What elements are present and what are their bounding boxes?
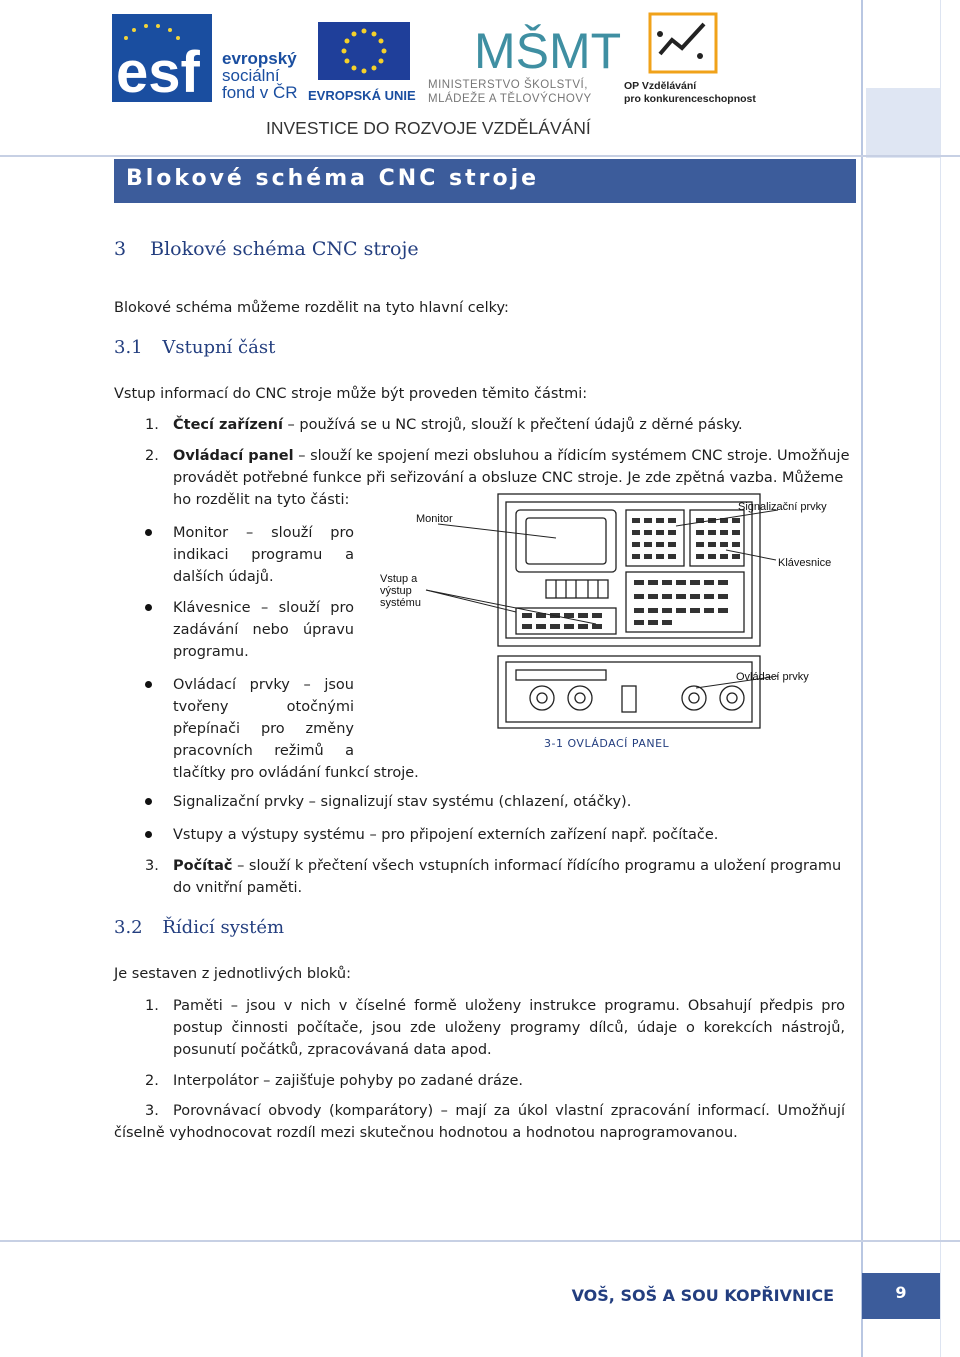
block-2-number: 2. — [145, 1073, 159, 1089]
bullet-dot — [145, 798, 152, 805]
msmt-mark-text: MŠMT — [474, 23, 622, 79]
item-2-text-3: ho rozdělit na tyto části: — [173, 492, 350, 508]
block-1-l3: posunutí počátků, zpracovávaná data apod. — [173, 1042, 492, 1058]
bullet-dot — [145, 604, 152, 611]
eu-label: EVROPSKÁ UNIE — [308, 88, 416, 103]
footer-school: VOŠ, SOŠ A SOU KOPŘIVNICE — [571, 1286, 834, 1305]
header-band-title: Blokové schéma CNC stroje — [126, 166, 540, 191]
investice-text: INVESTICE DO ROZVOJE VZDĚLÁVÁNÍ — [266, 118, 591, 138]
bullet-keyboard-l2: zadávání nebo úpravu — [173, 622, 354, 638]
bullet-controls-l1: Ovládací prvky – jsou — [173, 677, 354, 693]
bullet-keyboard — [173, 597, 354, 663]
figure-label-monitor: Monitor — [416, 513, 453, 525]
figure-label-keyboard: Klávesnice — [778, 557, 832, 569]
item-1-text: – používá se u NC strojů, slouží k přečtení údajů z děrné pásky. — [282, 417, 743, 433]
block-3-number: 3. — [145, 1103, 159, 1119]
item-2-bold: Ovládací panel — [173, 448, 294, 464]
figure-label-controls: Ovládací prvky — [736, 671, 809, 683]
item-3-text-1: – slouží k přečtení všech vstupních informací řídícího programu a uložení programu — [232, 858, 842, 874]
bullet-io: Vstupy a výstupy systému – pro připojení externích zařízení např. počítače. — [173, 827, 719, 843]
bullet-dot — [145, 529, 152, 536]
item-2-text-1: – slouží ke spojení mezi obsluhou a řídicím systémem CNC stroje. Umožňuje — [293, 448, 850, 464]
item-1 — [173, 414, 743, 436]
op-logo — [648, 12, 718, 74]
control-panel-figure — [376, 490, 846, 738]
section-title: Blokové schéma CNC stroje — [150, 238, 419, 260]
msmt-logo — [474, 12, 622, 79]
bullet-monitor — [173, 522, 354, 588]
op-text — [624, 80, 756, 106]
section-heading — [114, 238, 419, 260]
section-number: 3 — [114, 238, 127, 260]
item-1-bold: Čtecí zařízení — [173, 417, 283, 433]
op-line2: pro konkurenceschopnost — [624, 93, 756, 105]
block-1-l2: postup činnosti počítače, jsou zde uloženy programy dílců, údaje o korekcích nástrojů, — [173, 1020, 845, 1036]
subsection-2-heading — [114, 917, 284, 938]
intro-text: Blokové schéma můžeme rozdělit na tyto hlavní celky: — [114, 300, 509, 316]
eu-flag — [318, 22, 410, 80]
item-2-number: 2. — [145, 448, 159, 464]
subsection-1-heading — [114, 337, 275, 358]
bullet-dot — [145, 831, 152, 838]
bullet-signal: Signalizační prvky – signalizují stav systému (chlazení, otáčky). — [173, 794, 632, 810]
bullet-dot — [145, 681, 152, 688]
subsection-2-intro: Je sestaven z jednotlivých bloků: — [114, 966, 351, 982]
msmt-line1: MINISTERSTVO ŠKOLSTVÍ, — [428, 79, 588, 91]
msmt-text — [428, 78, 592, 106]
esf-text — [222, 50, 298, 101]
bullet-keyboard-l3: programu. — [173, 644, 249, 660]
bullet-controls-l2: tvořeny otočnými — [173, 699, 354, 715]
figure-label-io-1: Vstup a — [380, 573, 418, 585]
esf-line3: fond v ČR — [222, 83, 298, 102]
block-3-l2: číselně vyhodnocovat rozdíl mezi skutečnou hodnotou a hodnotou naprogramovanou. — [114, 1125, 738, 1141]
esf-line2: sociální — [222, 66, 280, 85]
item-3-bold: Počítač — [173, 858, 233, 874]
op-line1: OP Vzdělávání — [624, 80, 697, 92]
msmt-line2: MLÁDEŽE A TĚLOVÝCHOVY — [428, 93, 592, 105]
bullet-monitor-l2: indikaci programu a — [173, 547, 354, 563]
bullet-monitor-l1: Monitor – slouží pro — [173, 525, 354, 541]
right-border-line-2 — [940, 0, 941, 1357]
item-2 — [173, 445, 850, 467]
bullet-controls-l5: tlačítky pro ovládání funkcí stroje. — [173, 765, 419, 781]
keyboard-keys — [522, 518, 740, 629]
block-3 — [114, 1100, 845, 1144]
block-1-l1: Paměti – jsou v nich v číselné formě uloženy instrukce programu. Obsahují předpis pro — [173, 998, 845, 1014]
subsection-2-number: 3.2 — [114, 917, 143, 938]
subsection-1-title: Vstupní část — [162, 337, 276, 358]
block-1-number: 1. — [145, 998, 159, 1014]
esf-line1: evropský — [222, 49, 297, 68]
page-number: 9 — [862, 1273, 940, 1319]
block-1 — [173, 995, 845, 1061]
item-3-text-2: do vnitřní paměti. — [173, 880, 303, 896]
figure-label-signal: Signalizační prvky — [738, 501, 827, 513]
corner-decoration — [866, 88, 940, 158]
subsection-2-title: Řídicí systém — [162, 917, 285, 938]
esf-mark-text: esf — [116, 40, 200, 105]
header-rule — [0, 155, 960, 157]
bullet-controls-l4: pracovních režimů a — [173, 743, 354, 759]
footer-rule — [0, 1240, 960, 1242]
block-3-l1: Porovnávací obvody (komparátory) – mají za úkol vlastní zpracování informací. Umožňují — [173, 1103, 845, 1119]
item-1-number: 1. — [145, 417, 159, 433]
esf-logo — [112, 14, 212, 105]
item-2-text-2: provádět potřebné funkce při seřizování a obsluze CNC stroje. Je zde zpětná vazba. Můžeme — [173, 470, 844, 486]
item-3 — [173, 855, 845, 899]
right-border-line — [861, 0, 863, 1357]
subsection-1-number: 3.1 — [114, 337, 143, 358]
figure-caption: 3-1 OVLÁDACÍ PANEL — [544, 737, 670, 750]
figure-label-io-2: výstup — [380, 585, 412, 597]
bullet-controls-l3: přepínači pro změny — [173, 721, 354, 737]
figure-label-io-3: systému — [380, 597, 421, 609]
block-2: Interpolátor – zajišťuje pohyby po zadané dráze. — [173, 1073, 523, 1089]
bullet-monitor-l3: dalších údajů. — [173, 569, 274, 585]
bullet-keyboard-l1: Klávesnice – slouží pro — [173, 600, 354, 616]
item-3-number: 3. — [145, 858, 159, 874]
bullet-controls — [173, 674, 419, 784]
subsection-1-intro: Vstup informací do CNC stroje může být proveden těmito částmi: — [114, 386, 588, 402]
